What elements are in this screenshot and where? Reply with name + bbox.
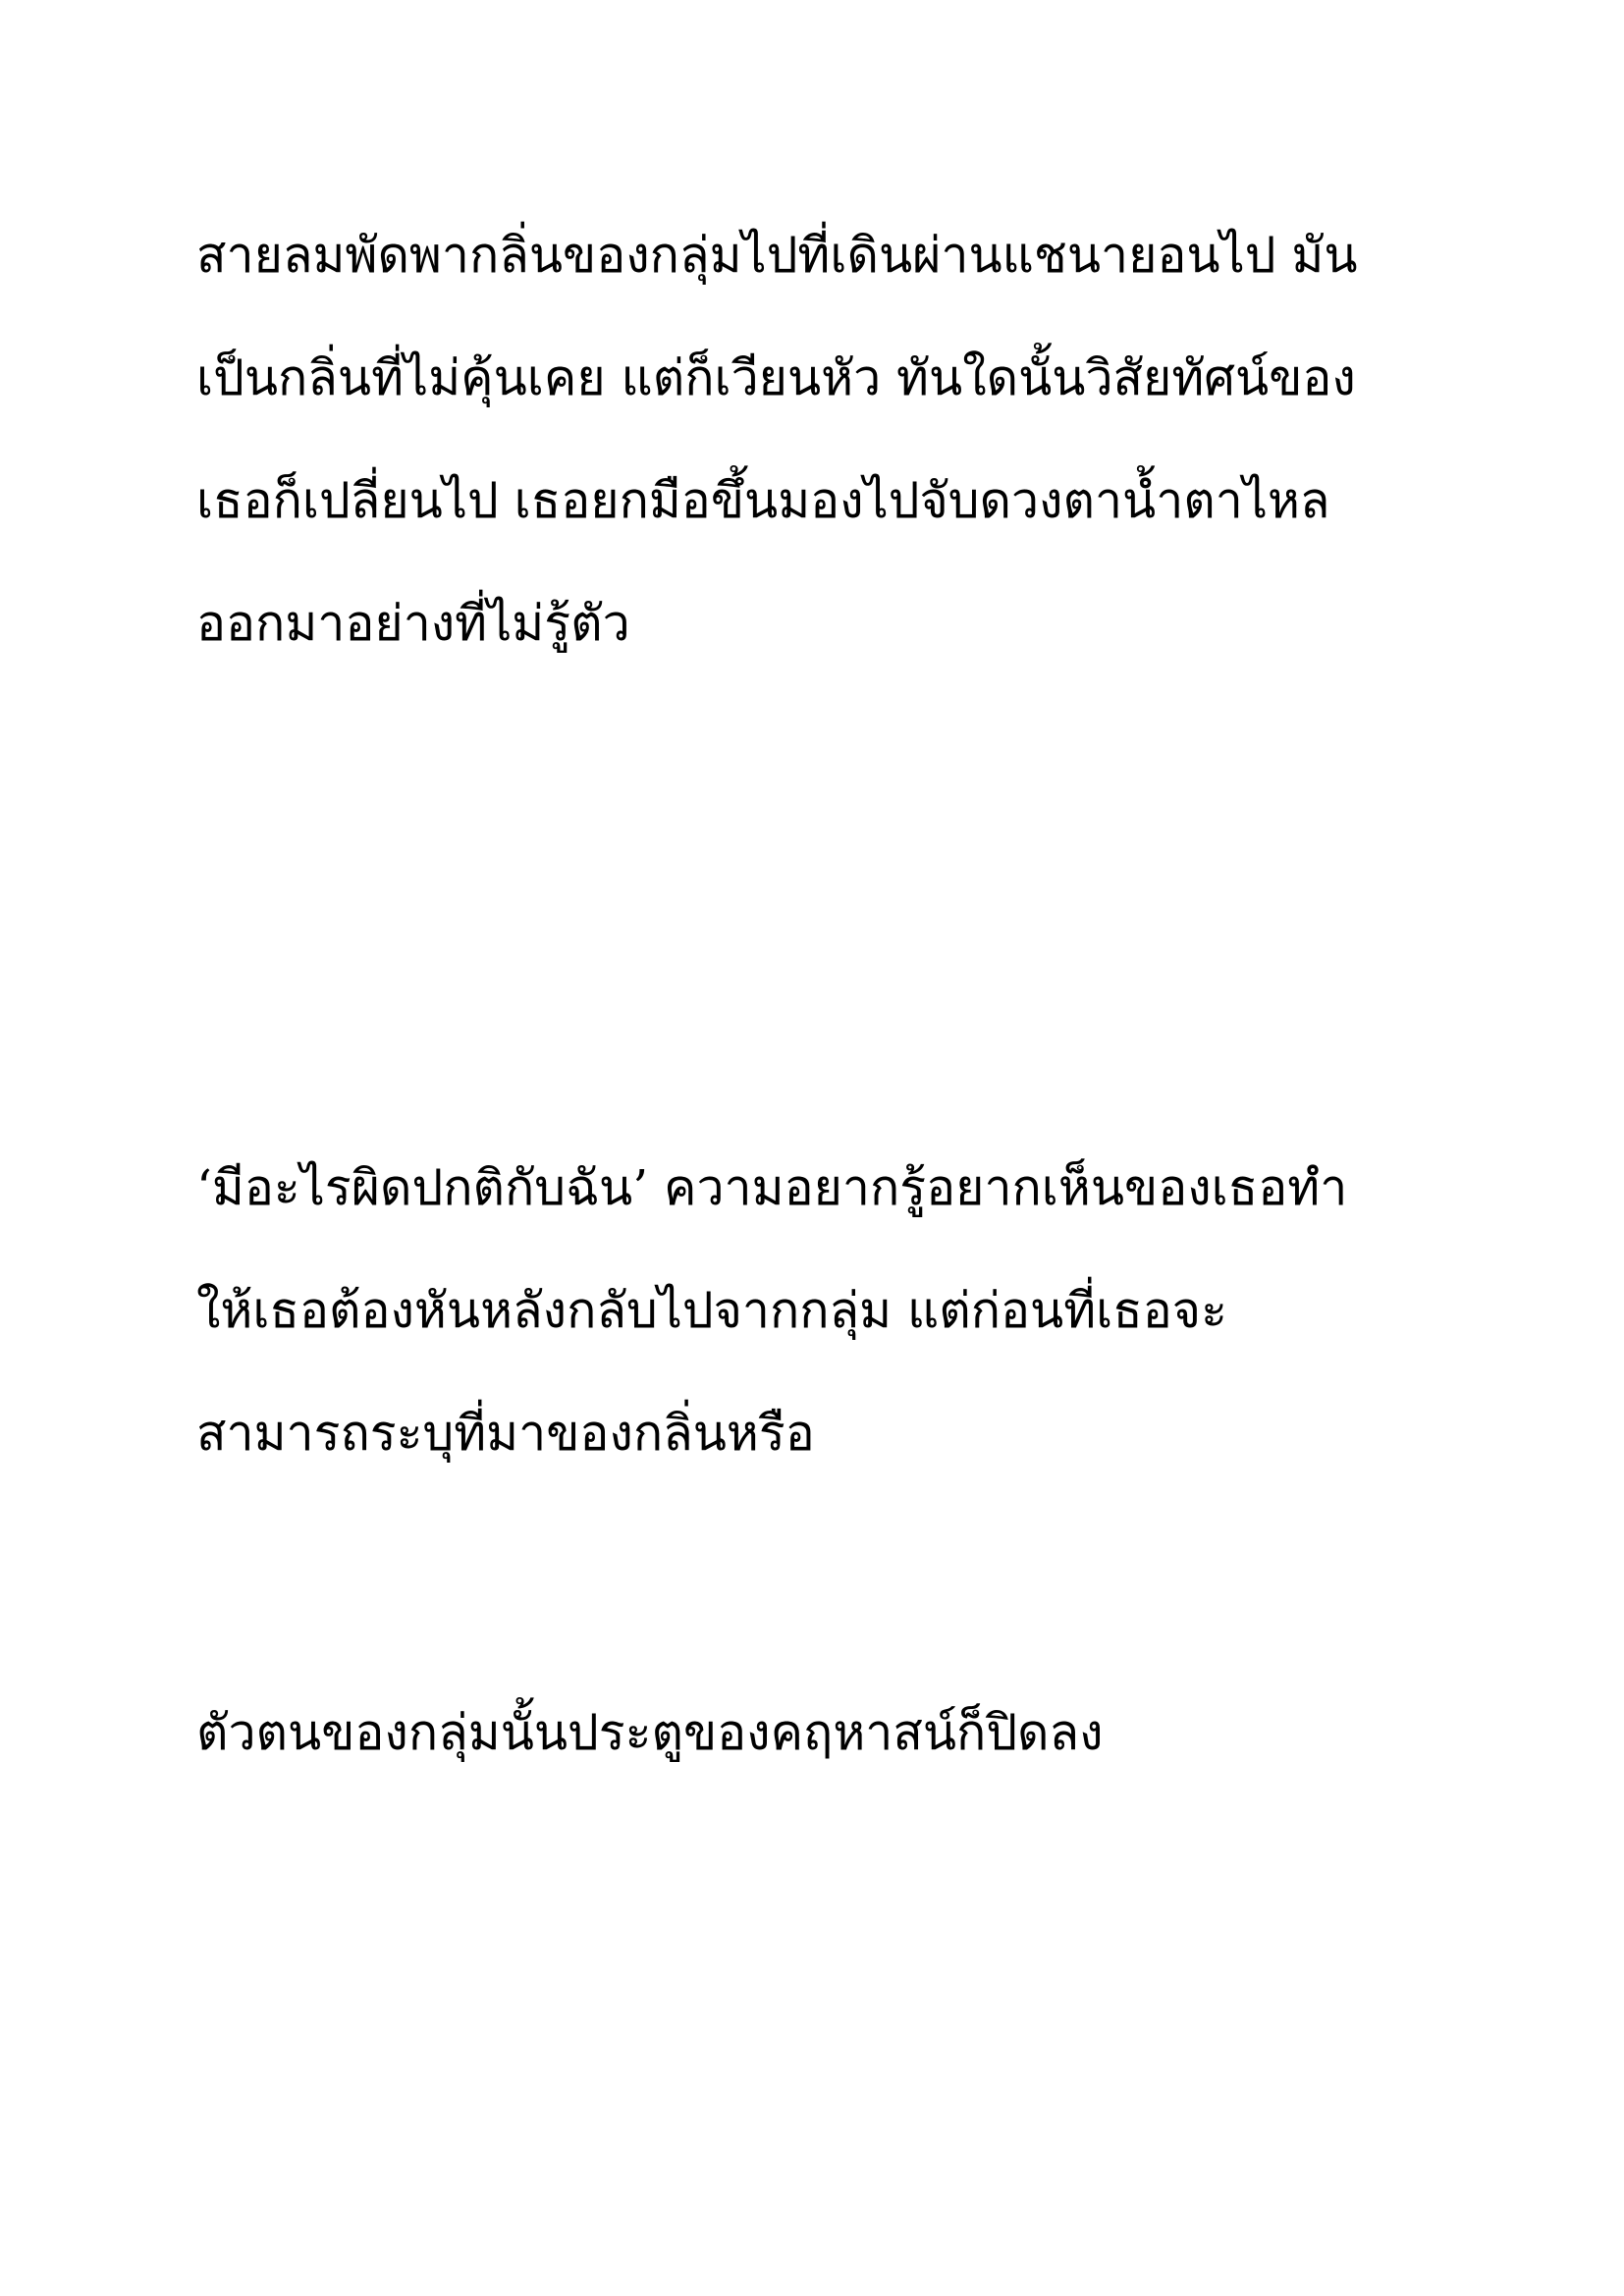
text-line: ออกมาอย่างที่ไม่รู้ตัว <box>196 595 630 652</box>
text-line: ‘มีอะไรผิดปกติกับฉัน’ ความอยากรู้อยากเห็นของเธอทำ <box>196 1159 1348 1216</box>
text-line: สามารถระบุที่มาของกลิ่นหรือ <box>196 1405 815 1462</box>
text-line: สายลมพัดพากลิ่นของกลุ่มไปที่เดินผ่านแชนายอนไป มัน <box>196 227 1358 284</box>
text-line: ให้เธอต้องหันหลังกลับไปจากกลุ่ม แต่ก่อนที่เธอจะ <box>196 1282 1227 1339</box>
text-line: ตัวตนของกลุ่มนั้นประตูของคฤหาสน์ก็ปิดลง <box>196 1704 1104 1761</box>
text-line: เธอก็เปลี่ยนไป เธอยกมือขึ้นมองไปจับดวงตาน้ำตาไหล <box>196 472 1330 529</box>
text-line: เป็นกลิ่นที่ไม่คุ้นเคย แต่ก็เวียนหัว ทันใดนั้นวิสัยทัศน์ของ <box>196 349 1356 406</box>
